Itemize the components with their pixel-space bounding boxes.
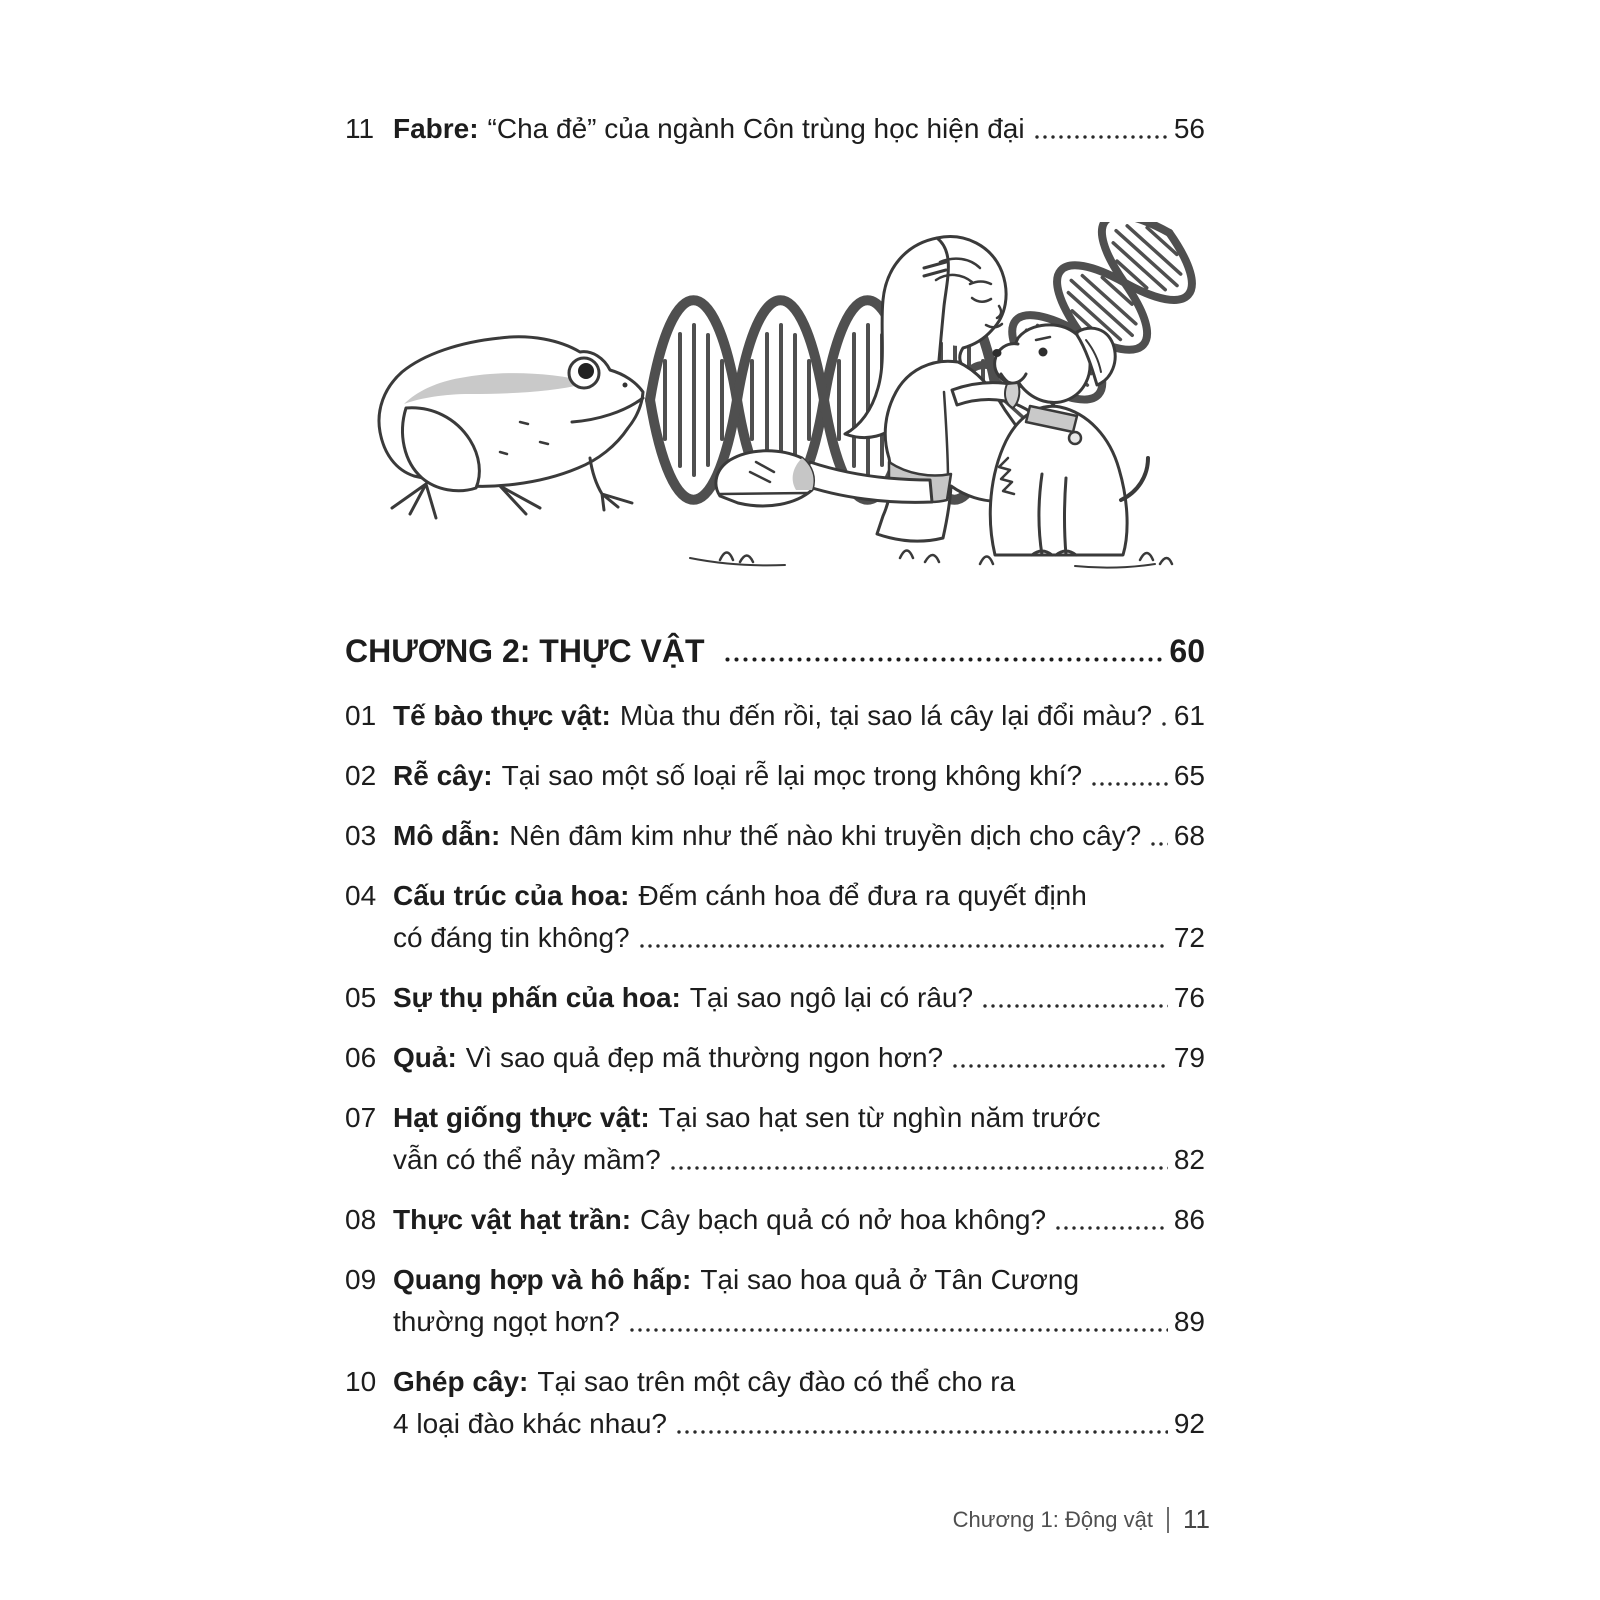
- toc-item-text: Nên đâm kim như thế nào khi truyền dịch cho cây?: [509, 820, 1142, 851]
- toc-item-title: Cấu trúc của hoa:: [393, 880, 630, 911]
- toc-item-title: Hạt giống thực vật:: [393, 1102, 650, 1133]
- toc-item: [345, 759, 1205, 793]
- toc-item-title: Quả:: [393, 1042, 457, 1073]
- toc-item-number: 08: [345, 1204, 377, 1235]
- toc-item-page: 61: [1173, 700, 1205, 731]
- toc-item-text: Tại sao hạt sen từ nghìn năm trước: [658, 1102, 1101, 1133]
- toc-item: [345, 981, 1205, 1015]
- toc-item: [345, 819, 1205, 853]
- toc-item-title: Rễ cây:: [393, 760, 493, 791]
- toc-item: [345, 1365, 1205, 1441]
- toc-item-text: Tại sao hoa quả ở Tân Cương: [700, 1264, 1080, 1295]
- toc-item-text-line2: vẫn có thể nảy mầm?: [393, 1144, 661, 1175]
- leader-dots: [638, 943, 1168, 949]
- toc-item-number: 10: [345, 1366, 377, 1397]
- toc-item-number: 01: [345, 700, 377, 731]
- leader-dots: [981, 1003, 1168, 1009]
- chapter-page: 60: [1169, 633, 1205, 669]
- toc-item-number: 09: [345, 1264, 377, 1295]
- toc-item-title: Thực vật hạt trần:: [393, 1204, 632, 1235]
- toc-item-number: 06: [345, 1042, 377, 1073]
- frog-icon: [379, 337, 643, 518]
- toc-item-page: 68: [1173, 820, 1205, 851]
- toc-item-title: Quang hợp và hô hấp:: [393, 1264, 692, 1295]
- leader-dots: [1090, 781, 1168, 787]
- toc-item-title: Sự thụ phấn của hoa:: [393, 982, 681, 1013]
- toc-item-number: 07: [345, 1102, 377, 1133]
- footer-page-number: 11: [1183, 1504, 1210, 1534]
- chapter-illustration: [340, 222, 1220, 572]
- toc-item-text-line2: 4 loại đào khác nhau?: [393, 1408, 667, 1439]
- toc-item: [345, 1041, 1205, 1075]
- toc-item-title: Ghép cây:: [393, 1366, 529, 1397]
- toc-item: [345, 1203, 1205, 1237]
- leader-dots: [628, 1327, 1168, 1333]
- toc-item: [345, 1263, 1205, 1339]
- toc-item-text: Tại sao trên một cây đào có thể cho ra: [537, 1366, 1016, 1397]
- toc-item: [345, 879, 1205, 955]
- chapter-title: CHƯƠNG 2: THỰC VẬT: [345, 633, 705, 669]
- leader-dots: [723, 656, 1164, 663]
- leader-dots: [669, 1165, 1168, 1171]
- toc-item-number: 03: [345, 820, 377, 851]
- leader-dots: [1149, 841, 1168, 847]
- toc-item-number: 05: [345, 982, 377, 1013]
- toc-item-text: Tại sao ngô lại có râu?: [689, 982, 974, 1013]
- toc-item-page: 79: [1173, 1042, 1205, 1073]
- toc-item-page: 86: [1173, 1204, 1205, 1235]
- toc-item-text: Mùa thu đến rồi, tại sao lá cây lại đổi màu?: [619, 700, 1153, 731]
- toc-item-page: 72: [1173, 922, 1205, 953]
- toc-item-page: 82: [1173, 1144, 1205, 1175]
- toc-item-text: Tại sao một số loại rễ lại mọc trong không khí?: [501, 760, 1083, 791]
- toc-item-page: 76: [1173, 982, 1205, 1013]
- footer-divider: [1167, 1507, 1169, 1533]
- toc-item-number: 02: [345, 760, 377, 791]
- leader-dots: [1033, 134, 1168, 140]
- toc-item: [345, 699, 1205, 733]
- page-footer: [953, 1504, 1210, 1535]
- toc-item-number: 11: [345, 113, 375, 144]
- leader-dots: [675, 1429, 1168, 1435]
- girl-hugging-dog-icon: [690, 237, 1172, 568]
- toc-item-text: Đếm cánh hoa để đưa ra quyết định: [638, 880, 1087, 911]
- toc-item-text: Vì sao quả đẹp mã thường ngon hơn?: [465, 1042, 944, 1073]
- toc-item-page: 89: [1173, 1306, 1205, 1337]
- chapter-heading: [345, 631, 1205, 671]
- toc-item-page: 65: [1173, 760, 1205, 791]
- toc-item-text: Cây bạch quả có nở hoa không?: [640, 1204, 1047, 1235]
- toc-item-text-line2: có đáng tin không?: [393, 922, 630, 953]
- toc-item: [345, 112, 1205, 146]
- toc-item-title: Mô dẫn:: [393, 820, 501, 851]
- footer-chapter-label: Chương 1: Động vật: [952, 1506, 1153, 1532]
- toc-item-page: 56: [1173, 113, 1205, 144]
- leader-dots: [1160, 721, 1168, 727]
- toc-item-title: Tế bào thực vật:: [393, 700, 611, 731]
- leader-dots: [951, 1063, 1168, 1069]
- toc-item-number: 04: [345, 880, 377, 911]
- toc-item-text-line2: thường ngọt hơn?: [393, 1306, 620, 1337]
- leader-dots: [1054, 1225, 1168, 1231]
- toc-item: [345, 1101, 1205, 1177]
- toc-item-text: “Cha đẻ” của ngành Côn trùng học hiện đại: [487, 113, 1025, 144]
- toc-item-title: Fabre:: [393, 113, 479, 144]
- toc-item-page: 92: [1173, 1408, 1205, 1439]
